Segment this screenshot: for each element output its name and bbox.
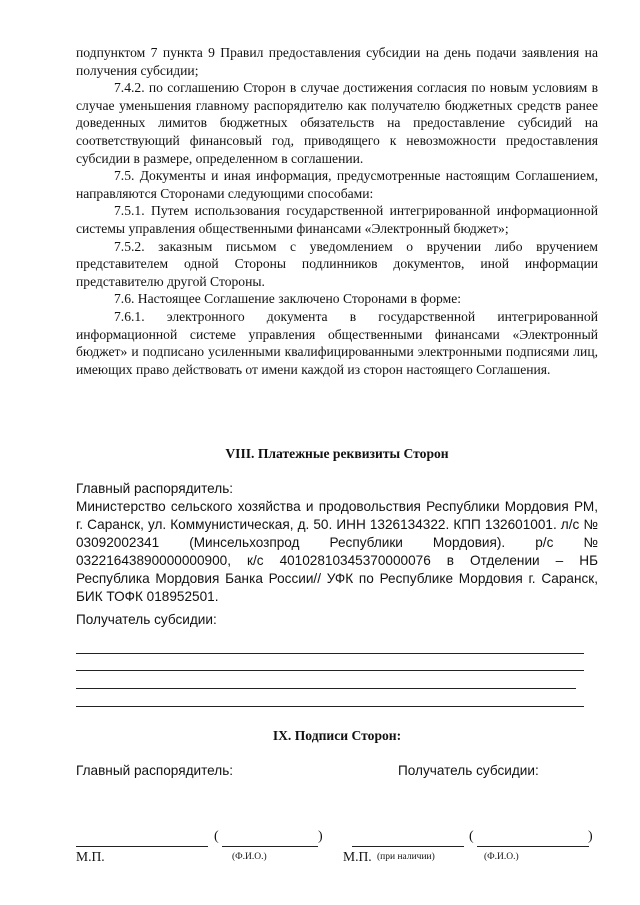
distributor-signature-line: [76, 846, 208, 847]
recipient-fio-caption: (Ф.И.О.): [484, 852, 519, 862]
recipient-details-line-1: [76, 653, 584, 654]
paragraph-7-5: 7.5. Документы и иная информация, предусмотренные настоящим Соглашением, направляются Сторонами следующими способами:: [76, 168, 598, 201]
paragraph-7-5-2: 7.5.2. заказным письмом с уведомлением о вручении либо вручением представителем одной Стороны подлинников документов, иной информации представителю другой Стороны.: [76, 238, 598, 289]
recipient-details-line-2: [76, 670, 584, 671]
distributor-fio-open-paren: (: [214, 829, 219, 844]
paragraph-7-4-1-continued: подпунктом 7 пункта 9 Правил предоставления субсидии на день подачи заявления на получения субсидии;: [76, 45, 598, 78]
section-9-heading: IX. Подписи Сторон:: [272, 728, 402, 743]
recipient-details-line-4: [76, 706, 584, 707]
distributor-details: Министерство сельского хозяйства и продовольствия Республики Мордовия РМ, г. Саранск, ул. Коммунистическая, д. 50. ИНН 1326134322. КПП 132601001. л/с № 03092002341 (Минсельхозпрод Республики Мордовия). р/с № 03221643890000000900, к/с 40102810345370000076 в Отделении – НБ Республика Мордовия Банка России// УФК по Республике Мордовия г. Саранск, БИК ТОФК 018952501.: [76, 499, 598, 604]
distributor-details-block: [76, 480, 598, 606]
recipient-details-line-3: [76, 688, 576, 689]
paragraph-7-6-1: 7.6.1. электронного документа в государственной интегрированной информационной системе управления общественными финансами «Электронный бюджет» и подписано усиленными квалифицированными электронными подписями лиц, имеющих право действовать от имени каждой из сторон настоящего Соглашения.: [76, 308, 598, 377]
recipient-fio-close-paren: ): [588, 829, 593, 844]
distributor-label: Главный распорядитель:: [76, 481, 234, 496]
agreement-text: [76, 44, 598, 378]
paragraph-7-4-2: 7.4.2. по соглашению Сторон в случае достижения согласия по новым условиям в случае уменьшения главному распорядителю как получателю бюджетных средств ранее доведенных лимитов бюджетных обязательств на предоставление субсидий на соответствующий финансовый год, приводящего к невозможности предоставления субсидии в размере, определенном в соглашении.: [76, 80, 598, 166]
distributor-fio-caption: (Ф.И.О.): [232, 852, 267, 862]
recipient-fio-open-paren: (: [469, 829, 474, 844]
recipient-stamp-label: М.П.: [343, 849, 372, 864]
distributor-stamp-label: М.П.: [76, 849, 105, 864]
signature-recipient-label: Получатель субсидии:: [398, 763, 539, 778]
paragraph-7-6: 7.6. Настоящее Соглашение заключено Сторонами в форме:: [114, 291, 462, 307]
distributor-fio-line: [222, 846, 318, 847]
recipient-fio-line: [477, 846, 589, 847]
recipient-stamp-if-any: (при наличии): [377, 852, 435, 862]
recipient-label: Получатель субсидии:: [76, 612, 217, 627]
distributor-fio-close-paren: ): [318, 829, 323, 844]
paragraph-7-5-1: 7.5.1. Путем использования государственной интегрированной информационной системы управления общественными финансами «Электронный бюджет»;: [76, 203, 598, 236]
signature-distributor-label: Главный распорядитель:: [76, 763, 234, 778]
section-8-heading: VIII. Платежные реквизиты Сторон: [225, 446, 449, 461]
recipient-signature-line: [352, 846, 464, 847]
